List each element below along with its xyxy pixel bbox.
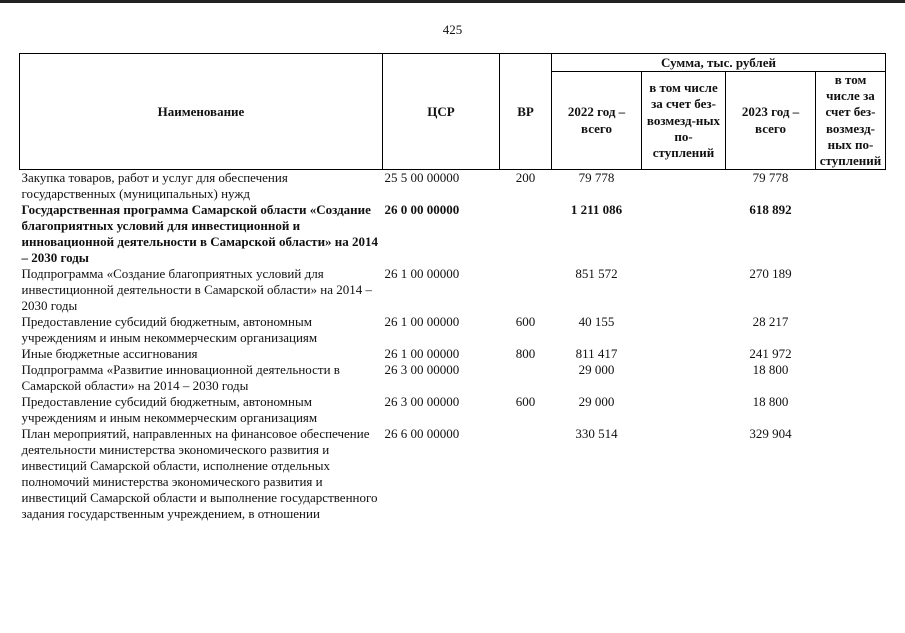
page-number: 425: [442, 22, 463, 37]
header-2022-total: 2022 год – всего: [552, 72, 642, 170]
budget-table: [19, 53, 886, 522]
row-2023-incl: [816, 362, 886, 394]
table-row: [20, 170, 886, 203]
row-2023-incl: [816, 170, 886, 203]
row-name: Предоставление субсидий бюджетным, автономным учреждениям и иным некоммерческим организациям: [21, 314, 318, 346]
row-name: Государственная программа Самарской области «Создание благоприятных условий для инвестиционной и инновационной деятельности в Самарской области» на 2014 – 2030 годы: [21, 202, 379, 266]
row-vr: [500, 426, 552, 522]
row-2023: 618 892: [749, 202, 792, 218]
row-2023-incl: [816, 266, 886, 314]
header-vr: ВР: [500, 54, 552, 170]
row-name: Подпрограмма «Развитие инновационной деятельности в Самарской области» на 2014 – 2030 годы: [21, 362, 340, 394]
row-2022: 330 514: [575, 426, 618, 442]
row-2022-incl: [642, 266, 726, 314]
row-2022-incl: [642, 426, 726, 522]
row-2022-incl: [642, 314, 726, 346]
header-sum-group: Сумма, тыс. рублей: [552, 54, 886, 72]
header-name: Наименование: [20, 54, 383, 170]
row-vr: 600: [515, 314, 536, 330]
row-2023: 18 800: [752, 362, 789, 378]
table-row: [20, 426, 886, 522]
table-row: [20, 346, 886, 362]
row-2022: 851 572: [575, 266, 618, 282]
row-2022: 29 000: [578, 394, 615, 410]
table-row: [20, 394, 886, 426]
row-2023: 329 904: [749, 426, 792, 442]
row-2022-incl: [642, 170, 726, 203]
row-2022-incl: [642, 202, 726, 266]
row-2022: 29 000: [578, 362, 615, 378]
row-2023: 241 972: [749, 346, 792, 362]
row-2023: 18 800: [752, 394, 789, 410]
row-2023-incl: [816, 426, 886, 522]
row-csr: 26 3 00 00000: [384, 394, 460, 410]
row-2023-incl: [816, 394, 886, 426]
row-2023: 79 778: [752, 170, 789, 186]
row-2022: 79 778: [578, 170, 615, 186]
row-2022-incl: [642, 362, 726, 394]
row-vr: [500, 362, 552, 394]
table-row: [20, 202, 886, 266]
header-2023-incl: в том числе за счет без-возмезд-ных по-ступлений: [816, 72, 886, 170]
row-2022-incl: [642, 346, 726, 362]
table-row: [20, 266, 886, 314]
row-csr: 26 1 00 00000: [384, 266, 460, 282]
row-2023: 270 189: [749, 266, 792, 282]
row-name: Предоставление субсидий бюджетным, автономным учреждениям и иным некоммерческим организациям: [21, 394, 318, 426]
row-vr: 800: [515, 346, 536, 362]
row-vr: [500, 202, 552, 266]
row-2023-incl: [816, 346, 886, 362]
header-2022-incl: в том числе за счет без-возмезд-ных по-ступлений: [642, 72, 726, 170]
row-2022: 40 155: [578, 314, 615, 330]
top-rule: [0, 0, 905, 3]
header-row-top: [20, 54, 886, 72]
header-2023-total: 2023 год – всего: [726, 72, 816, 170]
table-row: [20, 314, 886, 346]
row-name: Подпрограмма «Создание благоприятных условий для инвестиционной деятельности в Самарской области» на 2014 – 2030 годы: [21, 266, 372, 314]
row-csr: 26 0 00 00000: [384, 202, 460, 218]
row-2022: 811 417: [575, 346, 618, 362]
row-vr: 200: [515, 170, 536, 186]
row-csr: 26 1 00 00000: [384, 314, 460, 330]
row-name: Закупка товаров, работ и услуг для обеспечения государственных (муниципальных) нужд: [21, 170, 288, 202]
row-csr: 25 5 00 00000: [384, 170, 460, 186]
row-name: План мероприятий, направленных на финансовое обеспечение деятельности министерства экономического развития и инвестиций Самарской области, исполнение отдельных полномочий министерства экономического развития и инвестиций Самарской области и выполнение государственного задания государственным учреждением, в отношении: [21, 426, 378, 522]
header-csr: ЦСР: [383, 54, 500, 170]
table-row: [20, 362, 886, 394]
row-vr: [500, 266, 552, 314]
row-csr: 26 1 00 00000: [384, 346, 460, 362]
row-2022-incl: [642, 394, 726, 426]
row-name: Иные бюджетные ассигнования: [21, 346, 198, 362]
row-csr: 26 6 00 00000: [384, 426, 460, 442]
row-csr: 26 3 00 00000: [384, 362, 460, 378]
row-2023-incl: [816, 314, 886, 346]
row-2022: 1 211 086: [570, 202, 623, 218]
row-2023-incl: [816, 202, 886, 266]
row-2023: 28 217: [752, 314, 789, 330]
row-vr: 600: [515, 394, 536, 410]
